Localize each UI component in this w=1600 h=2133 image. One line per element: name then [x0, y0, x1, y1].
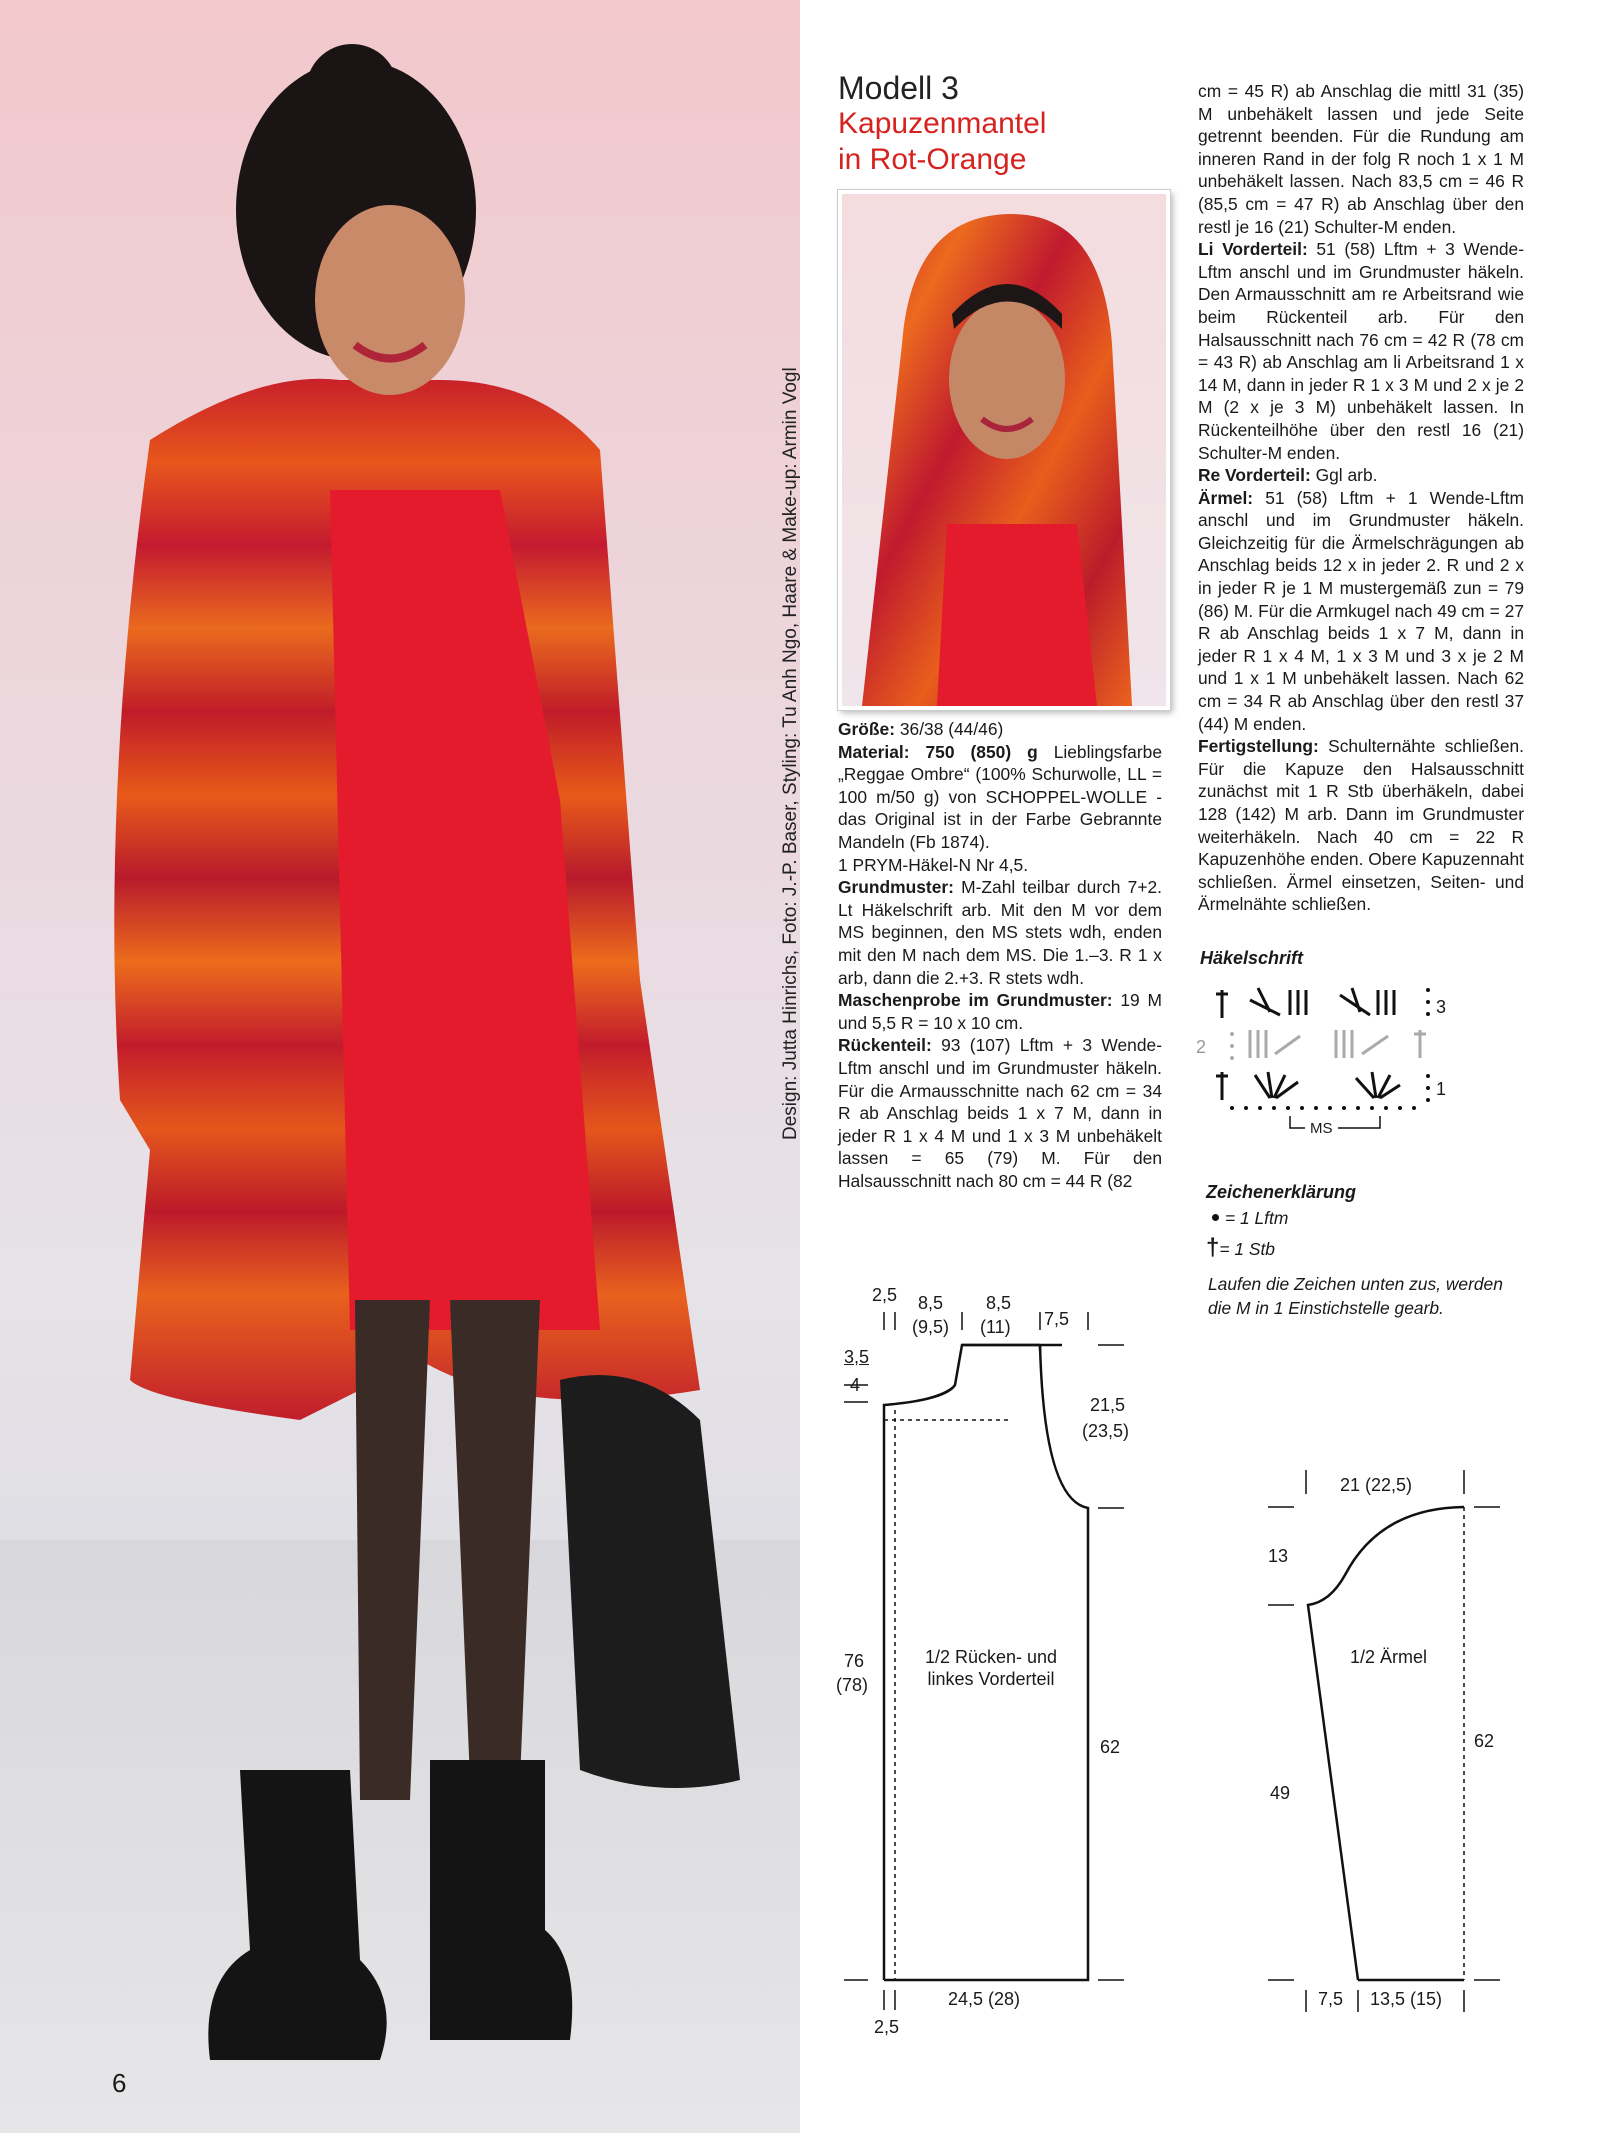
hood-photo-illustration [842, 194, 1166, 706]
material-text: Lieblingsfarbe „Reggae Ombre“ (100% Schurwolle, LL = 100 m/50 g) von SCHOPPEL-WOLLE - das Original ist in der Farbe Gebrannte Mandeln (Fb 1874). [838, 741, 1162, 852]
groesse-paragraph [838, 718, 1162, 741]
chart-row-1: 1 [1436, 1079, 1447, 1099]
ruecken-label: Rückenteil: [838, 1035, 932, 1056]
body-piece-label-line-1: 1/2 Rücken- und [924, 1647, 1058, 1667]
aermel-text: 51 (58) Lftm + 1 Wende-Lftm anschl und im Grundmuster häkeln. Gleichzeitig für die Ärmelschrägungen ab Anschlag beids 12 x in jeder 2. R und 2 x in jeder R je 1 M mustergemäß zun = 79 (86) M. Für die Armkugel nach 49 cm = 27 R ab Anschlag beids 1 x 7 M, dann in jeder R 1 x 4 M, 1 x 3 M und 3 x je 2 M und 1 x 1 M unbehäkelt lassen. Nach 62 cm = 34 R ab Anschlag über den restl 37 (44) M enden. [1198, 487, 1524, 734]
legend-lftm-row [1208, 1206, 1288, 1230]
fertigstellung-label: Fertigstellung: [1198, 736, 1319, 757]
body-dim-height-78: (78) [836, 1675, 869, 1695]
page-number: 6 [112, 2068, 127, 2098]
title-line-1: Kapuzenmantel [838, 107, 1047, 140]
instructions-column-2 [1198, 80, 1524, 916]
body-dim-width: 24,5 (28) [948, 1989, 1021, 2009]
maschenprobe-label: Maschenprobe im Grundmuster: [838, 990, 1113, 1011]
legend-lftm: = 1 Lftm [1225, 1208, 1289, 1228]
re-vorderteil-paragraph [1198, 464, 1524, 487]
body-dim-height-76: 76 [844, 1651, 865, 1671]
ruecken-text: 93 (107) Lftm + 3 Wende-Lftm anschl und im Grundmuster häkeln. Für die Armausschnitte nach 62 cm = 34 R ab Anschlag beids 1 x 7 M, dann in jeder R 1 x 4 M und 1 x 3 M unbehäkelt lassen = 65 (79) M. Für den Halsausschnitt nach 80 cm = 44 R (82 [838, 1035, 1162, 1191]
li-vorderteil-paragraph [1198, 238, 1524, 464]
chart-row-3: 3 [1436, 997, 1447, 1017]
body-dim-4: 4 [850, 1375, 861, 1395]
li-vorderteil-text: 51 (58) Lftm + 3 Wende-Lftm anschl und im Grundmuster häkeln. Den Armausschnitt am re Arbeitsrand wie beim Rückenteil arb. Für den Halsausschnitt nach 76 cm = 42 R (78 cm = 43 R) ab Anschlag am li Arbeitsrand 1 x 14 M, dann in jeder R 1 x 3 M und 2 x je 2 M (2 x je 3 M) unbehäkelt lassen. In Rückenteilhöhe über den restl 16 (21) Schulter-M enden. [1198, 239, 1524, 463]
re-vorderteil-label: Re Vorderteil: [1198, 465, 1311, 486]
groesse-text: 36/38 (44/46) [895, 719, 1004, 739]
body-dim-neck-8-5a: 8,5 [918, 1293, 944, 1313]
grundmuster-label: Grundmuster: [838, 877, 954, 898]
photo-credit: Design: Jutta Hinrichs, Foto: J.-P. Baser, Styling: Tu Anh Ngo, Haare & Make-up: Armin Vogl [780, 367, 801, 1140]
title-line-2: in Rot-Orange [838, 143, 1027, 176]
li-vorderteil-label: Li Vorderteil: [1198, 239, 1308, 260]
material-needle: 1 PRYM-Häkel-N Nr 4,5. [838, 854, 1029, 875]
grundmuster-paragraph [838, 876, 1162, 989]
sleeve-dim-height-62: 62 [1474, 1731, 1495, 1751]
ruecken-paragraph [838, 1034, 1162, 1192]
aermel-paragraph [1198, 487, 1524, 736]
legend-stb: = 1 Stb [1219, 1239, 1275, 1259]
sleeve-dim-cap-13: 13 [1268, 1546, 1289, 1566]
body-dim-3-5: 3,5 [844, 1347, 870, 1367]
instructions-column-1 [838, 718, 1162, 1192]
sleeve-dim-top-width: 21 (22,5) [1340, 1475, 1413, 1495]
chart-ms-label: MS [1310, 1120, 1333, 1137]
sleeve-piece-label: 1/2 Ärmel [1350, 1647, 1428, 1667]
chain-stitch-icon [1212, 1214, 1219, 1221]
grundmuster-text: M-Zahl teilbar durch 7+2. Lt Häkelschrift arb. Mit den M vor dem MS beginnen, den MS stets wdh, enden mit den M nach dem MS. Die 1.–3. R 1 x arb, dann die 2.+3. R stets wdh. [838, 877, 1162, 988]
re-vorderteil-text: Ggl arb. [1310, 465, 1378, 486]
legend-stb-row [1206, 1236, 1275, 1261]
body-dim-2-5-top: 2,5 [872, 1285, 898, 1305]
groesse-label: Größe: [838, 719, 896, 739]
double-crochet-icon: † [1206, 1234, 1220, 1261]
sleeve-dim-height-49: 49 [1270, 1783, 1291, 1803]
chart-row-2: 2 [1196, 1037, 1207, 1057]
body-dim-armhole-23-5: (23,5) [1082, 1421, 1130, 1441]
fertigstellung-paragraph [1198, 735, 1524, 916]
hood-detail-photo [838, 190, 1170, 710]
aermel-label: Ärmel: [1198, 487, 1254, 508]
body-dim-neck-9-5: (9,5) [912, 1317, 950, 1337]
sleeve-dim-bottom-7-5: 7,5 [1318, 1989, 1344, 2009]
legend-title: Zeichenerklärung [1206, 1182, 1357, 1202]
ruecken-continued: cm = 45 R) ab Anschlag die mittl 31 (35) M unbehäkelt lassen und jede Seite getrennt beenden. Für die Rundung am inneren Rand in der folg R noch 1 x 1 M unbehäkelt lassen. Nach 83,5 cm = 46 R (85,5 cm = 47 R) ab Anschlag über den restl je 16 (21) Schulter-M enden. [1198, 81, 1524, 237]
maschenprobe-paragraph [838, 989, 1162, 1034]
material-paragraph [838, 741, 1162, 854]
body-dim-2-5-bottom: 2,5 [874, 2017, 900, 2037]
model-number: Modell 3 [838, 70, 959, 106]
legend-note [1208, 1272, 1503, 1320]
sleeve-dim-bottom-13-5: 13,5 (15) [1370, 1989, 1443, 2009]
body-piece-label [916, 1646, 1066, 1690]
body-dim-neck-8-5b: 8,5 [986, 1293, 1012, 1313]
crochet-chart-title: Häkelschrift [1200, 948, 1304, 968]
body-dim-shoulder-7-5: 7,5 [1044, 1309, 1070, 1329]
body-dim-side-62: 62 [1100, 1737, 1121, 1757]
body-dim-armhole-21-5: 21,5 [1090, 1395, 1126, 1415]
legend-note-line-1: Laufen die Zeichen unten zus, werden [1208, 1274, 1503, 1294]
legend-note-line-2: die M in 1 Einstichstelle gearb. [1208, 1298, 1444, 1318]
body-piece-label-line-2: linkes Vorderteil [927, 1669, 1055, 1689]
maschenprobe-text: 19 M und 5,5 R = 10 x 10 cm. [838, 990, 1162, 1033]
body-dim-neck-11: (11) [980, 1317, 1011, 1337]
model-title [838, 106, 1198, 178]
fertigstellung-text: Schulternähte schließen. Für die Kapuze den Halsausschnitt zunächst mit 1 R Stb überhäkeln, dabei 128 (142) M arb. Dann im Grundmuster weiterhäkeln. Nach 40 cm = 22 R Kapuzenhöhe enden. Obere Kapuzennaht schließen. Ärmel einsetzen, Seiten- und Ärmelnähte schließen. [1198, 736, 1524, 915]
material-label: Material: 750 (850) g [838, 741, 1038, 762]
